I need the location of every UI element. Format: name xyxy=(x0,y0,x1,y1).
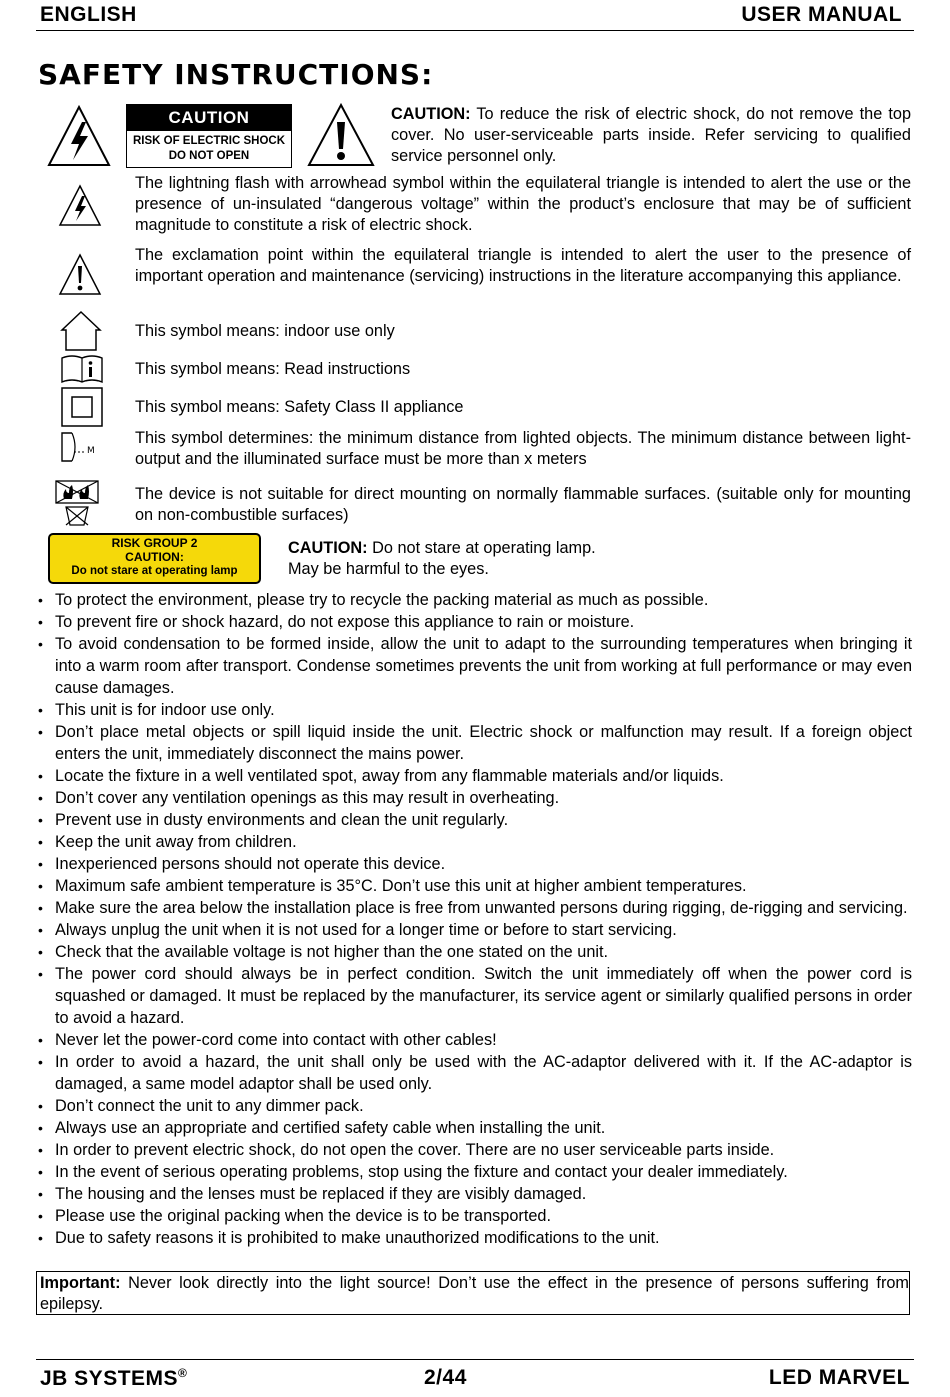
registered-mark: ® xyxy=(178,1366,188,1380)
symbol-text-indoor: This symbol means: indoor use only xyxy=(135,322,395,340)
non-flammable-surface-icon xyxy=(54,479,100,529)
list-item: • To avoid condensation to be formed inside, allow the unit to adapt to the surrounding temperatures when bringing it into a warm room after transport. Condense sometimes prevents the unit from working at full performance or may even cause damages. xyxy=(36,633,912,699)
house-icon xyxy=(60,310,102,352)
list-item: • Always use an appropriate and certified safety cable when installing the unit. xyxy=(36,1117,912,1139)
list-item: • Inexperienced persons should not operate this device. xyxy=(36,853,912,875)
list-item: • Don’t connect the unit to any dimmer pack. xyxy=(36,1095,912,1117)
header-language: ENGLISH xyxy=(40,3,137,26)
page-title: SAFETY INSTRUCTIONS: xyxy=(38,58,434,91)
risk-caution-body2: May be harmful to the eyes. xyxy=(288,560,489,578)
caution-text xyxy=(391,104,911,167)
risk-caution-body: Do not stare at operating lamp. xyxy=(367,539,596,557)
risk-group-line2: CAUTION: xyxy=(125,550,184,564)
min-distance-icon-label: M xyxy=(87,446,95,456)
page-number: 2/44 xyxy=(424,1366,467,1389)
caution-label-head: CAUTION xyxy=(127,105,291,131)
list-item: • Never let the power-cord come into contact with other cables! xyxy=(36,1029,912,1051)
list-item: • This unit is for indoor use only. xyxy=(36,699,912,721)
symbol-text-lightning: The lightning flash with arrowhead symbol within the equilateral triangle is intended to alert the use or the presence of un-insulated “dangerous voltage” within the product’s enclosure that may be of sufficient magnitude to constitute a risk of electric shock. xyxy=(135,174,911,234)
safety-bullet-list xyxy=(36,589,912,1249)
symbol-text-flammable: The device is not suitable for direct mounting on normally flammable surfaces. (suitable only for mounting on non-combustible surfaces) xyxy=(135,485,911,524)
exclamation-triangle-icon xyxy=(58,253,102,297)
risk-group-line1: RISK GROUP 2 xyxy=(111,536,198,550)
header-rule xyxy=(36,30,914,31)
symbol-text-exclamation: The exclamation point within the equilateral triangle is intended to alert the user to the presence of important operation and maintenance (servicing) instructions in the literature accompanying this appliance. xyxy=(135,246,911,285)
symbol-text-distance: This symbol determines: the minimum distance from lighted objects. The minimum distance between light-output and the illuminated surface must be more than x meters xyxy=(135,429,911,468)
list-item: • In order to avoid a hazard, the unit shall only be used with the AC-adaptor delivered with it. If the AC-adaptor is damaged, a same model adaptor shall be used only. xyxy=(36,1051,912,1095)
caution-text-bold: CAUTION: xyxy=(391,105,471,123)
caution-label xyxy=(126,104,292,168)
important-notice xyxy=(36,1271,910,1315)
footer-rule xyxy=(36,1359,914,1360)
header-doc-type: USER MANUAL xyxy=(741,3,902,26)
list-item: • Don’t place metal objects or spill liquid inside the unit. Electric shock or malfunction may result. If a foreign object enters the unit, immediately disconnect the mains power. xyxy=(36,721,912,765)
exclamation-triangle-icon xyxy=(306,102,376,168)
footer-brand-name: JB SYSTEMS xyxy=(40,1367,179,1390)
footer-product: LED MARVEL xyxy=(768,1366,910,1389)
important-bold: Important: xyxy=(40,1274,121,1292)
lightning-triangle-icon xyxy=(58,184,102,228)
symbol-text-class2: This symbol means: Safety Class II appliance xyxy=(135,398,464,416)
important-body: Never look directly into the light source! Don’t use the effect in the presence of persons suffering from epilepsy. xyxy=(40,1274,909,1313)
list-item: • Always unplug the unit when it is not used for a longer time or before to start servicing. xyxy=(36,919,912,941)
list-item: • To prevent fire or shock hazard, do not expose this appliance to rain or moisture. xyxy=(36,611,912,633)
lightning-triangle-icon xyxy=(46,104,112,168)
caution-label-line2: DO NOT OPEN xyxy=(168,150,250,162)
list-item: • To protect the environment, please try to recycle the packing material as much as possible. xyxy=(36,589,912,611)
list-item: • Maximum safe ambient temperature is 35°C. Don’t use this unit at higher ambient temperatures. xyxy=(36,875,912,897)
list-item: • Prevent use in dusty environments and clean the unit regularly. xyxy=(36,809,912,831)
class-ii-icon xyxy=(60,386,104,428)
risk-caution-text xyxy=(288,538,788,580)
list-item: • The power cord should always be in perfect condition. Switch the unit immediately off when the power cord is squashed or damaged. It must be replaced by the manufacturer, its service agent or similarly qualified persons in order to avoid a hazard. xyxy=(36,963,912,1029)
caution-text-body: To reduce the risk of electric shock, do not remove the top cover. No user-serviceable parts inside. Refer servicing to qualified service personnel only. xyxy=(391,105,911,165)
list-item: • Please use the original packing when the device is to be transported. xyxy=(36,1205,912,1227)
min-distance-icon xyxy=(58,430,100,464)
list-item: • Locate the fixture in a well ventilated spot, away from any flammable materials and/or liquids. xyxy=(36,765,912,787)
list-item: • The housing and the lenses must be replaced if they are visibly damaged. xyxy=(36,1183,912,1205)
list-item: • Due to safety reasons it is prohibited to make unauthorized modifications to the unit. xyxy=(36,1227,912,1249)
footer-brand xyxy=(40,1366,187,1391)
list-item: • Don’t cover any ventilation openings as this may result in overheating. xyxy=(36,787,912,809)
list-item: • Make sure the area below the installation place is free from unwanted persons during rigging, de-rigging and servicing. xyxy=(36,897,912,919)
risk-group-line3: Do not stare at operating lamp xyxy=(71,565,238,577)
caution-label-line1: RISK OF ELECTRIC SHOCK xyxy=(132,135,286,147)
risk-group-label xyxy=(48,533,261,584)
risk-caution-bold: CAUTION: xyxy=(288,539,368,557)
list-item: • In order to prevent electric shock, do not open the cover. There are no user serviceable parts inside. xyxy=(36,1139,912,1161)
list-item: • Keep the unit away from children. xyxy=(36,831,912,853)
symbol-text-read: This symbol means: Read instructions xyxy=(135,360,411,378)
read-instructions-icon xyxy=(60,354,104,384)
list-item: • In the event of serious operating problems, stop using the fixture and contact your dealer immediately. xyxy=(36,1161,912,1183)
list-item: • Check that the available voltage is not higher than the one stated on the unit. xyxy=(36,941,912,963)
